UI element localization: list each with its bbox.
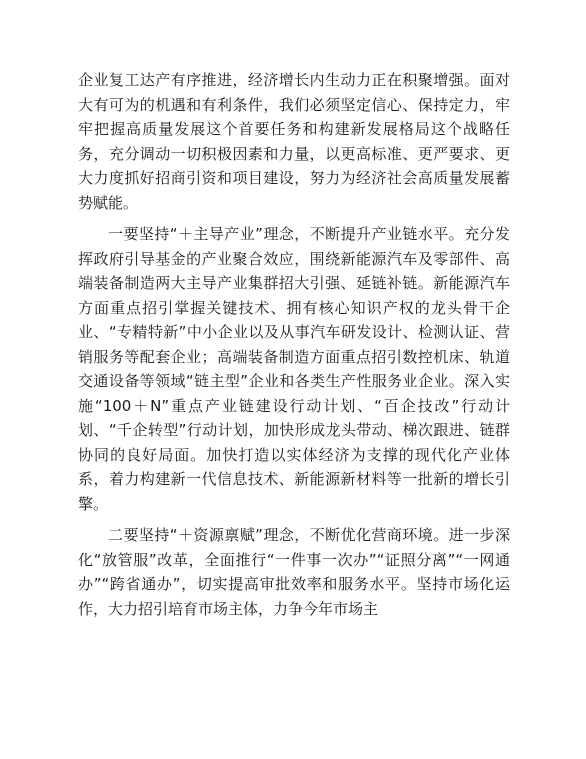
document-body <box>78 68 510 621</box>
paragraph-1: 企业复工达产有序推进，经济增长内生动力正在积聚增强。面对大有可为的机遇和有利条件，我们必须坚定信心、保持定力，牢牢把握高质量发展这个首要任务和构建新发展格局这个战略任务，充分调动一切积极因素和力量，以更高标准、更严要求、更大力度抓好招商引资和项目建设，努力为经济社会高质量发展蓄势赋能。 <box>78 71 510 212</box>
paragraph-2: 一要坚持“＋主导产业”理念，不断提升产业链水平。充分发挥政府引导基金的产业聚合效应，围绕新能源汽车及零部件、高端装备制造两大主导产业集群招大引强、延链补链。新能源汽车方面重点招引掌握关键技术、拥有核心知识产权的龙头骨干企业、“专精特新”中小企业以及从事汽车研发设计、检测认证、营销服务等配套企业；高端装备制造方面重点招引数控机床、轨道交通设备等领域“链主型”企业和各类生产性服务业企业。深入实施“100＋N”重点产业链建设行动计划、“百企技改”行动计划、“千企转型”行动计划，加快形成龙头带动、梯次跟进、链群协同的良好局面。加快打造以实体经济为支撑的现代化产业体系，着力构建新一代信息技术、新能源新材料等一批新的增长引擎。 <box>78 225 510 513</box>
paragraph-3: 二要坚持“＋资源禀赋”理念，不断优化营商环境。进一步深化“放管服”改革，全面推行“一件事一次办”“证照分离”“一网通办”“跨省通办”，切实提高审批效率和服务水平。坚持市场化运作，大力招引培育市场主体，力争今年市场主 <box>78 526 510 618</box>
